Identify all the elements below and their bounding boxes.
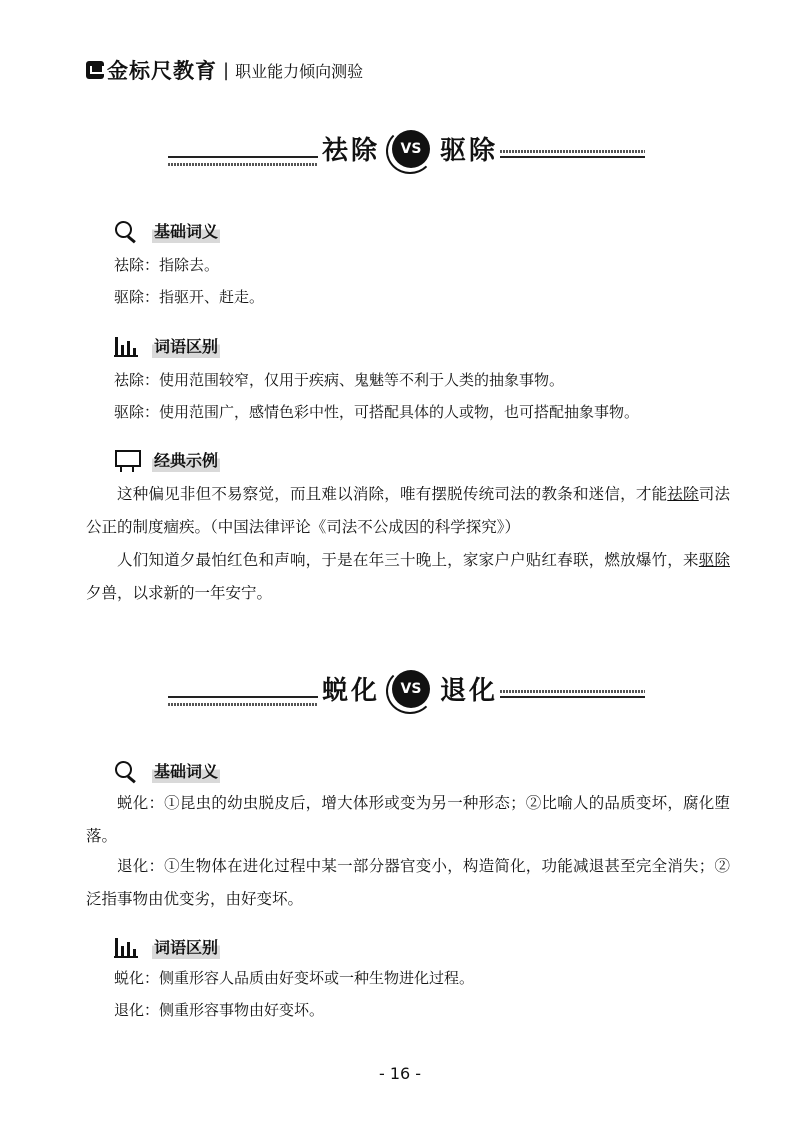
vs-badge: VS: [392, 670, 430, 708]
section1-title: [0, 130, 800, 190]
example-paragraph: 这种偏见非但不易察觉，而且难以消除，唯有摆脱传统司法的教条和迷信，才能祛除司法公正的制度痼疾。（中国法律评论《司法不公成因的科学探究》）: [86, 485, 730, 536]
section-heading-basic: [114, 758, 220, 783]
example-paragraph: 人们知道夕最怕红色和声响，于是在年三十晚上，家家户户贴红春联，燃放爆竹，来驱除夕兽，以求新的一年安宁。: [86, 551, 730, 602]
page-number: - 16 -: [378, 1064, 422, 1083]
difference-line: 祛除：使用范围较窄，仅用于疾病、鬼魅等不利于人类的抽象事物。: [114, 371, 565, 389]
header-separator: |: [223, 59, 230, 81]
title-rule-left-dotted: [168, 703, 318, 706]
search-icon: [114, 760, 142, 782]
definition-paragraph: 蜕化：①昆虫的幼虫脱皮后，增大体形或变为另一种形态；②比喻人的品质变坏，腐化堕落。: [86, 794, 730, 845]
definition-line: 祛除：指除去。: [114, 256, 220, 274]
highlighted-word: 驱除: [698, 551, 730, 569]
title-word-right: 退化: [440, 676, 499, 706]
section2-title: [0, 670, 800, 730]
heading-label: 词语区别: [152, 333, 220, 358]
definition-line: 驱除：指驱开、赶走。: [114, 288, 265, 306]
definition-paragraph: 退化：①生物体在进化过程中某一部分器官变小，构造简化，功能减退甚至完全消失；②泛指事物由优变劣，由好变坏。: [86, 857, 730, 908]
bar-chart-icon: [114, 936, 142, 958]
search-icon: [114, 220, 142, 242]
title-rule-left-dotted: [168, 163, 318, 166]
bar-chart-icon: [114, 335, 142, 357]
vs-badge: VS: [392, 130, 430, 168]
title-rule-right: [500, 696, 645, 698]
difference-line: 退化：侧重形容事物由好变坏。: [114, 1001, 325, 1019]
highlighted-word: 祛除: [667, 485, 699, 503]
section-heading-diff: [114, 333, 220, 358]
header-subtitle: 职业能力倾向测验: [235, 61, 364, 81]
difference-line: 驱除：使用范围广，感情色彩中性，可搭配具体的人或物，也可搭配抽象事物。: [114, 403, 640, 421]
title-rule-right: [500, 156, 645, 158]
title-word-left: 祛除: [322, 136, 381, 166]
title-rule-right-dotted: [500, 690, 645, 693]
heading-label: 经典示例: [152, 447, 220, 472]
section-heading-diff: [114, 934, 220, 959]
logo-icon: [86, 61, 104, 79]
section-heading-examples: [114, 447, 220, 472]
difference-line: 蜕化：侧重形容人品质由好变坏或一种生物进化过程。: [114, 969, 475, 987]
heading-label: 基础词义: [152, 758, 220, 783]
title-word-left: 蜕化: [322, 676, 381, 706]
section-heading-basic: [114, 218, 220, 243]
heading-label: 词语区别: [152, 934, 220, 959]
title-word-right: 驱除: [440, 136, 499, 166]
title-rule-right-dotted: [500, 150, 645, 153]
board-icon: [114, 449, 142, 471]
page-header: [86, 50, 363, 90]
brand-name: 金标尺教育: [107, 59, 217, 83]
title-rule-left: [168, 696, 318, 698]
heading-label: 基础词义: [152, 218, 220, 243]
title-rule-left: [168, 156, 318, 158]
